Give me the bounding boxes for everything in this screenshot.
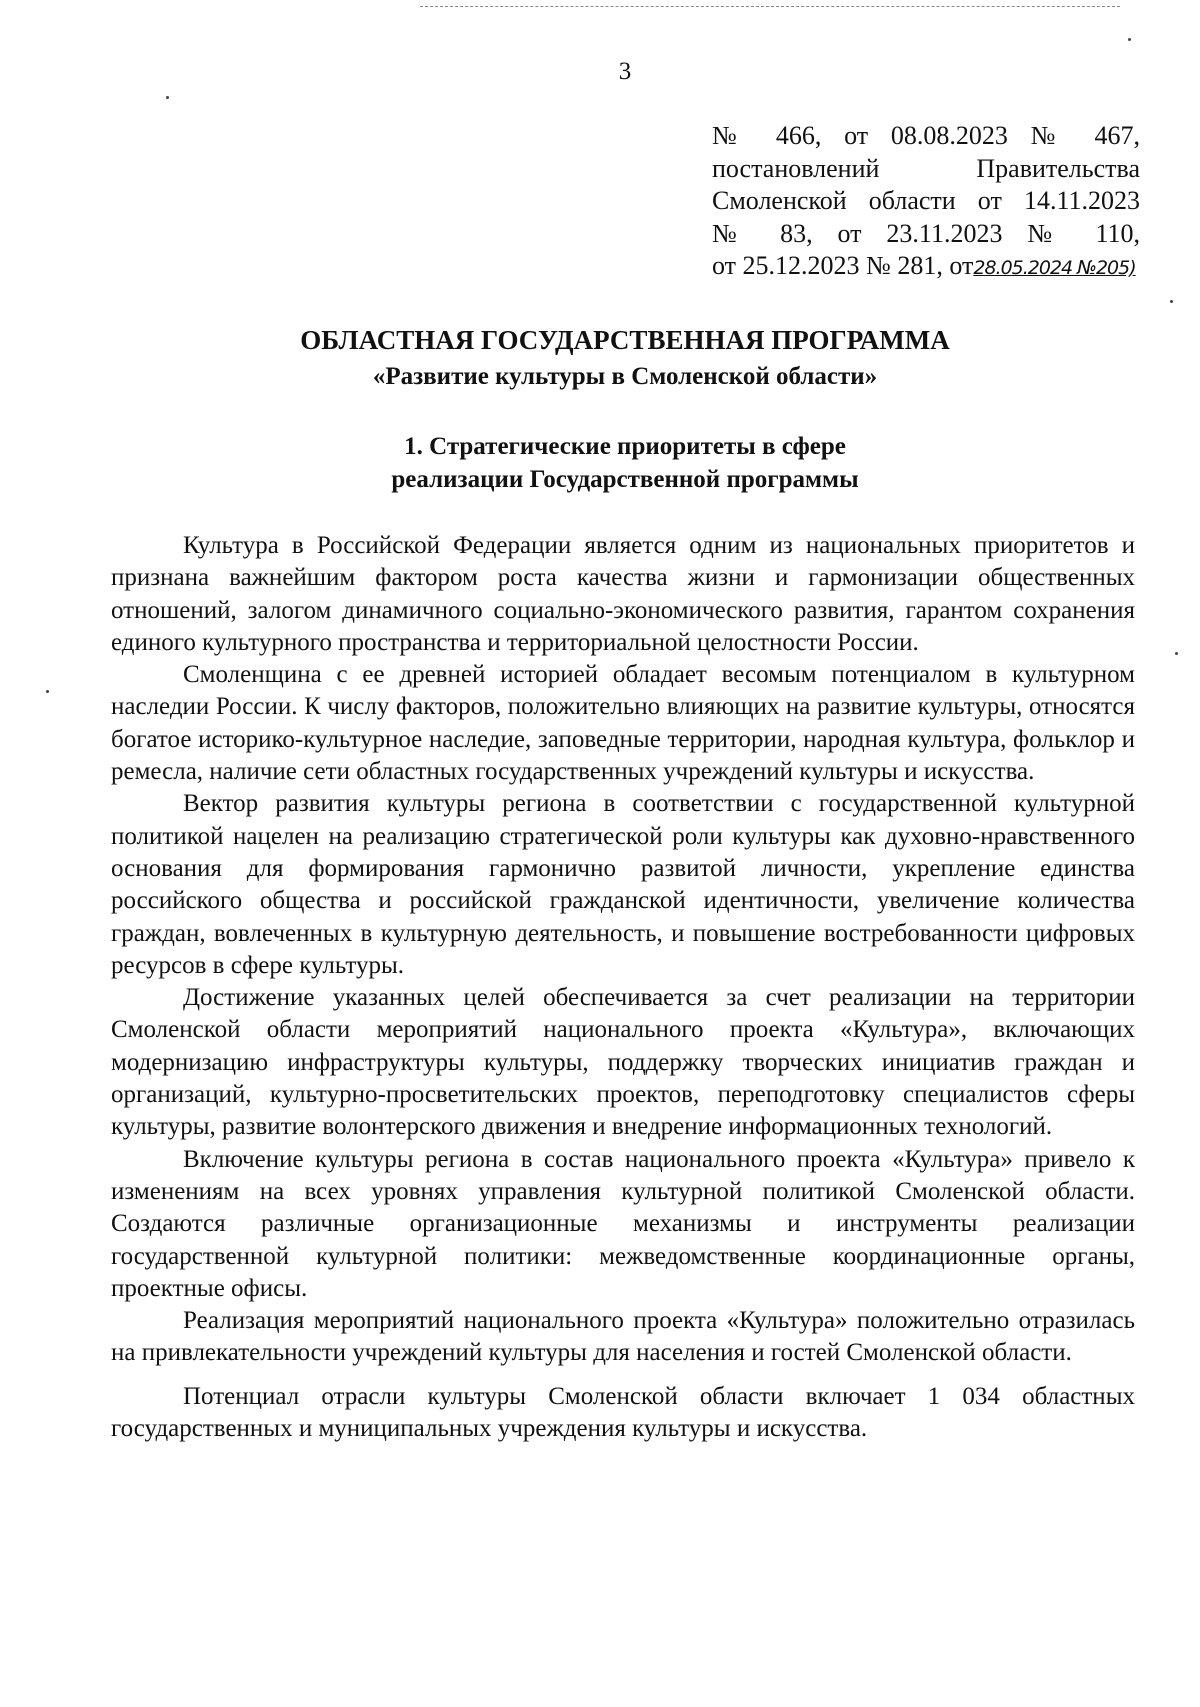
program-title — [0, 322, 1200, 396]
page-number: 3 — [618, 58, 632, 85]
paragraph-6: Реализация мероприятий национального проекта «Культура» положительно отразилась на привлекательности учреждений культуры для населения и гостей Смоленской области. — [111, 1307, 1135, 1367]
section-heading — [0, 430, 1200, 496]
scan-edge-rule — [420, 6, 1120, 7]
amendments-note — [712, 120, 1140, 285]
amendment-line-2: постановлений Правительства — [712, 153, 1140, 183]
body-text — [111, 530, 1135, 1445]
paragraph-2: Смоленщина с ее древней историей обладает весомым потенциалом в культурном наследии России. К числу факторов, положительно влияющих на развитие культуры, относятся богатое историко-культурное наследие, заповедные территории, народная культура, фольклор и ремесла, наличие сети областных государственных учреждений культуры и искусства. — [111, 661, 1135, 786]
scan-speck — [46, 690, 49, 693]
program-title-sub: «Развитие культуры в Смоленской области» — [372, 363, 878, 390]
section-heading-line-2: реализации Государственной программы — [391, 466, 859, 493]
scan-speck — [1175, 652, 1178, 655]
paragraph-3: Вектор развития культуры региона в соответствии с государственной культурной политикой нацелен на реализацию стратегической роли культуры как духовно-нравственного основания для формирования гармонично развитой личности, укрепление единства российского общества и российской гражданской идентичности, увеличение количества граждан, вовлеченных в культурную деятельность, и повышение востребованности цифровых ресурсов в сфере культуры. — [111, 790, 1135, 979]
handwritten-amendment: 28.05.2024 №205) — [973, 257, 1136, 279]
scan-speck — [1128, 38, 1131, 41]
amendment-line-5 — [712, 250, 1140, 285]
scan-speck — [166, 96, 169, 99]
amendment-line-4: № 83, от 23.11.2023 № 110, — [712, 218, 1140, 248]
scan-speck — [1170, 300, 1173, 303]
section-heading-line-1: 1. Стратегические приоритеты в сфере — [404, 433, 846, 460]
program-title-main: ОБЛАСТНАЯ ГОСУДАРСТВЕННАЯ ПРОГРАММА — [300, 325, 950, 355]
amendment-line-1: № 466, от 08.08.2023 № 467, — [712, 121, 1140, 150]
paragraph-5: Включение культуры региона в состав национального проекта «Культура» привело к изменениям на всех уровнях управления культурной политикой Смоленской области. Создаются различные организационные механизмы и инструменты реализации государственной культурной политики: межведомственные координационные органы, проектные офисы. — [111, 1145, 1135, 1302]
amendment-line-3: Смоленской области от 14.11.2023 — [712, 186, 1140, 215]
amendment-line-5-printed: от 25.12.2023 № 281, от — [712, 251, 974, 280]
paragraph-1: Культура в Российской Федерации является одним из национальных приоритетов и признана важнейшим фактором роста качества жизни и гармонизации общественных отношений, залогом динамичного социально-экономического развития, гарантом сохранения единого культурного пространства и территориальной целостности России. — [111, 532, 1135, 656]
paragraph-7: Потенциал отрасли культуры Смоленской области включает 1 034 областных государственных и муниципальных учреждения культуры и искусства. — [111, 1382, 1135, 1443]
paragraph-4: Достижение указанных целей обеспечивается за счет реализации на территории Смоленской области мероприятий национального проекта «Культура», включающих модернизацию инфраструктуры культуры, поддержку творческих инициатив граждан и организаций, культурно-просветительских проектов, переподготовку специалистов сферы культуры, развитие волонтерского движения и внедрение информационных технологий. — [111, 984, 1135, 1141]
